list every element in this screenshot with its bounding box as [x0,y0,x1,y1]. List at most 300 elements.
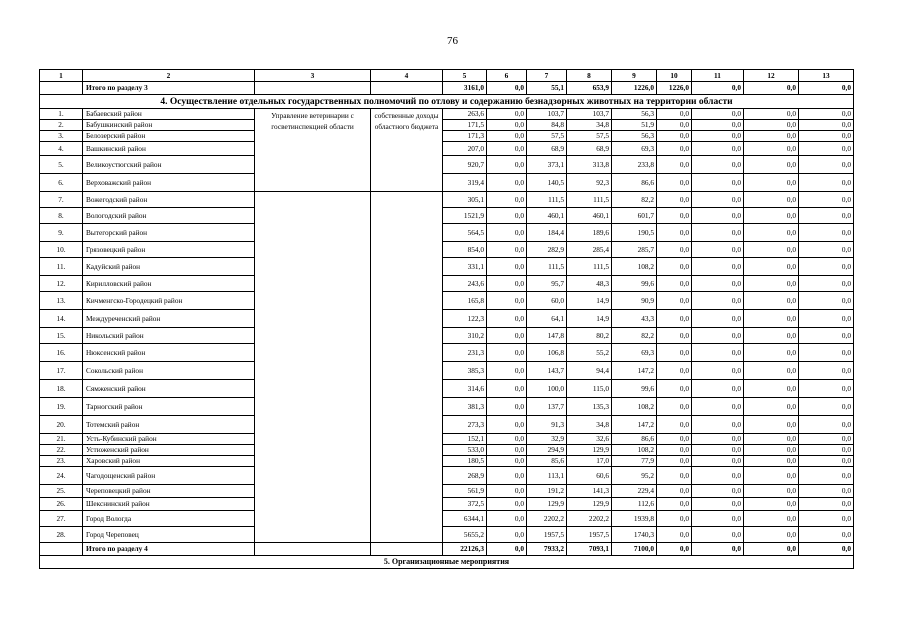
district-row [40,131,854,142]
total-section-3-label: Итого по разделу 3 [83,82,255,95]
value-cell: 0,0 [487,498,527,511]
value-cell: 0,0 [744,456,799,467]
value-cell: 373,1 [527,156,567,174]
district-name: Вожегодский район [83,192,255,208]
value-cell: 0,0 [799,456,854,467]
funding-source-cell-empty [371,192,443,543]
value-cell: 91,3 [527,416,567,434]
value-cell: 147,8 [527,328,567,344]
total3-cell: 0,0 [487,82,527,95]
district-name: Усть-Кубинский район [83,434,255,445]
district-row [40,485,854,498]
value-cell: 0,0 [799,485,854,498]
value-cell: 99,6 [612,380,657,398]
value-cell: 282,9 [527,242,567,258]
column-number-cell: 4 [371,70,443,82]
value-cell: 0,0 [799,120,854,131]
value-cell: 0,0 [657,398,692,416]
row-number: 11. [40,258,83,276]
row-number: 10. [40,242,83,258]
value-cell: 141,3 [567,485,612,498]
value-cell: 43,3 [612,310,657,328]
empty-cell [255,543,371,556]
value-cell: 0,0 [692,511,744,527]
value-cell: 0,0 [487,131,527,142]
value-cell: 2202,2 [527,511,567,527]
value-cell: 129,9 [527,498,567,511]
district-row [40,276,854,292]
value-cell: 273,3 [443,416,487,434]
value-cell: 0,0 [744,434,799,445]
value-cell: 100,0 [527,380,567,398]
value-cell: 68,9 [567,142,612,156]
district-name: Харовский район [83,456,255,467]
district-row [40,156,854,174]
value-cell: 14,9 [567,292,612,310]
district-name: Кадуйский район [83,258,255,276]
row-number: 17. [40,362,83,380]
column-number-cell: 8 [567,70,612,82]
value-cell: 0,0 [657,242,692,258]
executor-cell: Управление ветеринарии с госветинспекцией области [255,109,371,192]
value-cell: 55,2 [567,344,612,362]
value-cell: 137,7 [527,398,567,416]
district-name: Череповецкий район [83,485,255,498]
value-cell: 0,0 [657,310,692,328]
value-cell: 243,6 [443,276,487,292]
value-cell: 69,3 [612,142,657,156]
row-number: 25. [40,485,83,498]
value-cell: 285,4 [567,242,612,258]
value-cell: 57,5 [527,131,567,142]
value-cell: 0,0 [487,208,527,224]
value-cell: 51,9 [612,120,657,131]
value-cell: 56,3 [612,109,657,120]
value-cell: 0,0 [487,380,527,398]
value-cell: 171,3 [443,131,487,142]
column-number-cell: 1 [40,70,83,82]
value-cell: 5655,2 [443,527,487,543]
value-cell: 0,0 [744,310,799,328]
district-name: Белозерский район [83,131,255,142]
executor-cell-empty [255,192,371,543]
value-cell: 0,0 [744,344,799,362]
total3-cell: 653,9 [567,82,612,95]
district-row [40,208,854,224]
value-cell: 601,7 [612,208,657,224]
value-cell: 0,0 [657,456,692,467]
district-name: Верховажский район [83,174,255,192]
value-cell: 0,0 [799,224,854,242]
row-number: 19. [40,398,83,416]
district-name: Чагодощенский район [83,467,255,485]
district-name: Тотемский район [83,416,255,434]
column-number-cell: 10 [657,70,692,82]
value-cell: 56,3 [612,131,657,142]
value-cell: 0,0 [692,242,744,258]
value-cell: 0,0 [487,434,527,445]
district-name: Вашкинский район [83,142,255,156]
value-cell: 231,3 [443,344,487,362]
total4-cell: 7933,2 [527,543,567,556]
total3-cell: 0,0 [692,82,744,95]
value-cell: 0,0 [657,380,692,398]
value-cell: 112,6 [612,498,657,511]
value-cell: 0,0 [744,224,799,242]
value-cell: 0,0 [692,498,744,511]
district-row [40,498,854,511]
district-name: Кирилловский район [83,276,255,292]
value-cell: 68,9 [527,142,567,156]
district-row [40,416,854,434]
total4-cell: 0,0 [657,543,692,556]
district-row [40,344,854,362]
value-cell: 140,5 [527,174,567,192]
value-cell: 533,0 [443,445,487,456]
total4-cell: 0,0 [692,543,744,556]
value-cell: 82,2 [612,192,657,208]
value-cell: 190,5 [612,224,657,242]
value-cell: 0,0 [799,142,854,156]
total3-cell: 1226,0 [657,82,692,95]
value-cell: 147,2 [612,416,657,434]
page-number: 76 [447,35,458,47]
row-number: 23. [40,456,83,467]
value-cell: 0,0 [657,224,692,242]
district-row [40,527,854,543]
value-cell: 0,0 [657,344,692,362]
value-cell: 0,0 [487,527,527,543]
district-name: Сокольский район [83,362,255,380]
value-cell: 0,0 [487,174,527,192]
district-name: Тарногский район [83,398,255,416]
value-cell: 0,0 [692,344,744,362]
value-cell: 135,3 [567,398,612,416]
value-cell: 0,0 [799,527,854,543]
value-cell: 0,0 [487,109,527,120]
value-cell: 0,0 [657,434,692,445]
value-cell: 0,0 [487,156,527,174]
district-row [40,328,854,344]
value-cell: 129,9 [567,445,612,456]
value-cell: 233,8 [612,156,657,174]
value-cell: 0,0 [487,192,527,208]
value-cell: 0,0 [657,120,692,131]
value-cell: 0,0 [744,527,799,543]
value-cell: 268,9 [443,467,487,485]
value-cell: 0,0 [799,498,854,511]
value-cell: 111,5 [567,258,612,276]
value-cell: 0,0 [799,131,854,142]
row-number: 22. [40,445,83,456]
row-number: 1. [40,109,83,120]
value-cell: 0,0 [744,258,799,276]
value-cell: 1939,8 [612,511,657,527]
value-cell: 0,0 [799,344,854,362]
value-cell: 180,5 [443,456,487,467]
value-cell: 165,8 [443,292,487,310]
value-cell: 86,6 [612,174,657,192]
value-cell: 0,0 [657,445,692,456]
value-cell: 0,0 [799,362,854,380]
district-name: Шекснинский район [83,498,255,511]
value-cell: 0,0 [799,328,854,344]
value-cell: 0,0 [799,380,854,398]
total4-cell: 0,0 [799,543,854,556]
total3-cell: 3161,0 [443,82,487,95]
value-cell: 191,2 [527,485,567,498]
column-number-cell: 2 [83,70,255,82]
row-number: 24. [40,467,83,485]
empty-cell [40,543,83,556]
district-row [40,174,854,192]
column-number-cell: 9 [612,70,657,82]
value-cell: 0,0 [799,109,854,120]
value-cell: 0,0 [692,292,744,310]
district-name: Никольский район [83,328,255,344]
budget-table [39,69,854,569]
total4-cell: 7100,0 [612,543,657,556]
value-cell: 0,0 [657,258,692,276]
value-cell: 108,2 [612,258,657,276]
value-cell: 17,0 [567,456,612,467]
value-cell: 0,0 [657,511,692,527]
value-cell: 48,3 [567,276,612,292]
district-row [40,142,854,156]
district-name: Вологодский район [83,208,255,224]
value-cell: 0,0 [657,416,692,434]
value-cell: 0,0 [657,156,692,174]
value-cell: 111,5 [527,192,567,208]
value-cell: 106,8 [527,344,567,362]
value-cell: 0,0 [692,258,744,276]
value-cell: 0,0 [657,109,692,120]
value-cell: 86,6 [612,434,657,445]
value-cell: 0,0 [744,445,799,456]
value-cell: 294,9 [527,445,567,456]
value-cell: 372,5 [443,498,487,511]
section-4-title: 4. Осуществление отдельных государственных полномочий по отлову и содержанию безнадзорных животных на территории области [40,95,854,109]
value-cell: 0,0 [799,445,854,456]
value-cell: 0,0 [487,276,527,292]
value-cell: 103,7 [567,109,612,120]
value-cell: 143,7 [527,362,567,380]
value-cell: 0,0 [692,120,744,131]
row-number: 27. [40,511,83,527]
value-cell: 0,0 [487,445,527,456]
empty-cell [371,543,443,556]
value-cell: 0,0 [692,416,744,434]
value-cell: 34,8 [567,416,612,434]
value-cell: 57,5 [567,131,612,142]
value-cell: 64,1 [527,310,567,328]
value-cell: 0,0 [487,242,527,258]
total3-cell: 1226,0 [612,82,657,95]
value-cell: 0,0 [692,485,744,498]
value-cell: 1521,9 [443,208,487,224]
value-cell: 0,0 [744,131,799,142]
value-cell: 0,0 [487,120,527,131]
value-cell: 108,2 [612,398,657,416]
value-cell: 77,9 [612,456,657,467]
column-number-cell: 5 [443,70,487,82]
value-cell: 0,0 [657,467,692,485]
value-cell: 0,0 [799,192,854,208]
row-number: 18. [40,380,83,398]
value-cell: 0,0 [657,192,692,208]
funding-source-cell: собственные доходы областного бюджета [371,109,443,192]
value-cell: 189,6 [567,224,612,242]
district-row [40,120,854,131]
value-cell: 0,0 [744,276,799,292]
value-cell: 0,0 [487,416,527,434]
value-cell: 152,1 [443,434,487,445]
value-cell: 0,0 [744,242,799,258]
district-name: Устюженский район [83,445,255,456]
value-cell: 0,0 [744,416,799,434]
value-cell: 0,0 [487,292,527,310]
column-number-cell: 13 [799,70,854,82]
column-number-cell: 12 [744,70,799,82]
value-cell: 0,0 [744,208,799,224]
value-cell: 0,0 [657,131,692,142]
row-number: 15. [40,328,83,344]
value-cell: 263,6 [443,109,487,120]
value-cell: 122,3 [443,310,487,328]
value-cell: 0,0 [744,192,799,208]
value-cell: 0,0 [692,456,744,467]
value-cell: 0,0 [692,434,744,445]
value-cell: 0,0 [692,224,744,242]
row-number: 26. [40,498,83,511]
value-cell: 305,1 [443,192,487,208]
value-cell: 0,0 [487,258,527,276]
value-cell: 184,4 [527,224,567,242]
value-cell: 0,0 [744,398,799,416]
value-cell: 920,7 [443,156,487,174]
total3-cell: 55,1 [527,82,567,95]
value-cell: 0,0 [692,527,744,543]
value-cell: 0,0 [692,156,744,174]
row-number: 5. [40,156,83,174]
value-cell: 0,0 [799,467,854,485]
value-cell: 0,0 [744,292,799,310]
district-row [40,380,854,398]
value-cell: 1957,5 [567,527,612,543]
row-number: 4. [40,142,83,156]
value-cell: 229,4 [612,485,657,498]
row-number: 6. [40,174,83,192]
value-cell: 564,5 [443,224,487,242]
district-row [40,242,854,258]
value-cell: 0,0 [657,498,692,511]
district-row [40,434,854,445]
row-number: 14. [40,310,83,328]
value-cell: 0,0 [487,224,527,242]
value-cell: 32,6 [567,434,612,445]
value-cell: 80,2 [567,328,612,344]
row-number: 16. [40,344,83,362]
value-cell: 0,0 [657,485,692,498]
district-name: Грязовецкий район [83,242,255,258]
value-cell: 0,0 [657,328,692,344]
value-cell: 285,7 [612,242,657,258]
value-cell: 0,0 [692,398,744,416]
value-cell: 207,0 [443,142,487,156]
value-cell: 385,3 [443,362,487,380]
value-cell: 0,0 [799,416,854,434]
row-number: 9. [40,224,83,242]
row-number: 2. [40,120,83,131]
value-cell: 0,0 [487,485,527,498]
value-cell: 14,9 [567,310,612,328]
row-number: 28. [40,527,83,543]
value-cell: 0,0 [799,174,854,192]
value-cell: 0,0 [657,276,692,292]
district-name: Город Вологда [83,511,255,527]
value-cell: 0,0 [799,258,854,276]
value-cell: 69,3 [612,344,657,362]
district-name: Кичменгско-Городецкий район [83,292,255,310]
value-cell: 0,0 [744,498,799,511]
district-row [40,292,854,310]
value-cell: 561,9 [443,485,487,498]
value-cell: 314,6 [443,380,487,398]
value-cell: 313,8 [567,156,612,174]
empty-cell [40,82,83,95]
value-cell: 1957,5 [527,527,567,543]
value-cell: 0,0 [744,362,799,380]
value-cell: 0,0 [692,208,744,224]
value-cell: 0,0 [692,192,744,208]
value-cell: 171,5 [443,120,487,131]
district-name: Бабаевский район [83,109,255,120]
value-cell: 90,9 [612,292,657,310]
value-cell: 0,0 [799,242,854,258]
total4-cell: 22126,3 [443,543,487,556]
value-cell: 0,0 [744,174,799,192]
total-section-4-row [40,543,854,556]
value-cell: 0,0 [744,511,799,527]
empty-cell [371,82,443,95]
row-number: 3. [40,131,83,142]
district-name: Сямженский район [83,380,255,398]
value-cell: 0,0 [799,511,854,527]
value-cell: 0,0 [487,456,527,467]
value-cell: 111,5 [567,192,612,208]
value-cell: 111,5 [527,258,567,276]
district-row [40,310,854,328]
value-cell: 0,0 [487,328,527,344]
total3-cell: 0,0 [799,82,854,95]
empty-cell [255,82,371,95]
total3-cell: 0,0 [744,82,799,95]
value-cell: 0,0 [799,434,854,445]
section-5-header-row [40,556,854,569]
value-cell: 0,0 [657,362,692,380]
value-cell: 460,1 [567,208,612,224]
value-cell: 60,0 [527,292,567,310]
row-number: 8. [40,208,83,224]
value-cell: 0,0 [692,380,744,398]
value-cell: 115,0 [567,380,612,398]
district-row [40,258,854,276]
value-cell: 0,0 [487,398,527,416]
value-cell: 99,6 [612,276,657,292]
value-cell: 32,9 [527,434,567,445]
value-cell: 0,0 [692,467,744,485]
total4-cell: 0,0 [744,543,799,556]
